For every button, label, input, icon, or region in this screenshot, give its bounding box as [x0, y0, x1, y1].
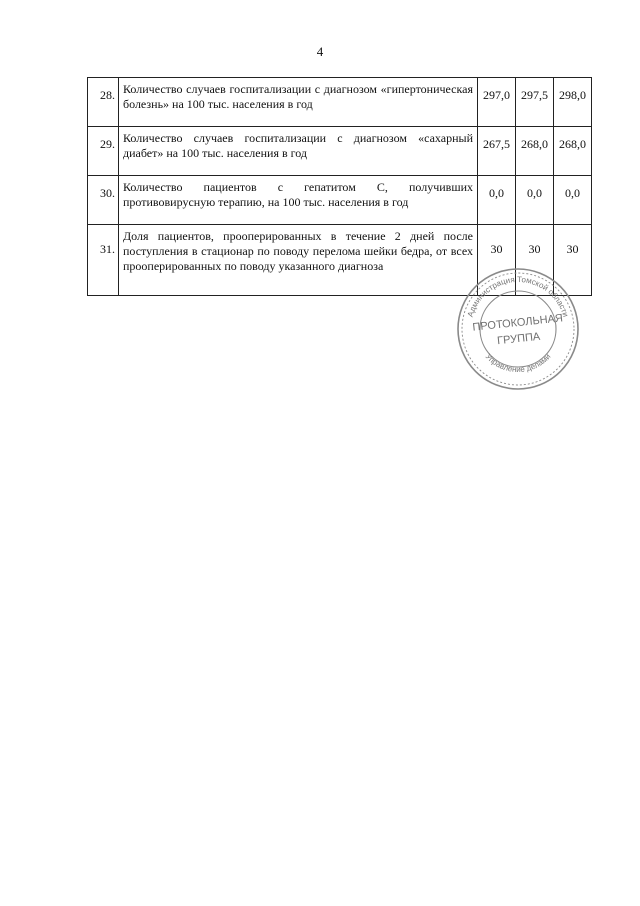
row-value-3: 0,0: [554, 176, 592, 225]
row-value-1: 30: [478, 225, 516, 296]
row-number: 29.: [88, 127, 119, 176]
table-row: [88, 78, 592, 127]
row-description: Количество случаев госпитализации с диагнозом «сахарный диабет» на 100 тыс. населения в год: [119, 127, 478, 176]
row-value-3: 298,0: [554, 78, 592, 127]
table-row: [88, 176, 592, 225]
row-description: Количество случаев госпитализации с диагнозом «гипертоническая болезнь» на 100 тыс. населения в год: [119, 78, 478, 127]
row-value-1: 267,5: [478, 127, 516, 176]
row-description: Доля пациентов, прооперированных в течение 2 дней после поступления в стационар по поводу перелома шейки бедра, от всех прооперированных по поводу указанного диагноза: [119, 225, 478, 296]
stamp-center-line1: ПРОТОКОЛЬНАЯ: [471, 312, 564, 334]
official-stamp: [455, 266, 581, 392]
row-value-2: 268,0: [516, 127, 554, 176]
row-value-2: 0,0: [516, 176, 554, 225]
table-row: [88, 127, 592, 176]
row-number: 30.: [88, 176, 119, 225]
stamp-outer-top-text: Администрация Томской области: [465, 274, 571, 319]
row-value-3: 30: [554, 225, 592, 296]
row-description: Количество пациентов с гепатитом С, получивших противовирусную терапию, на 100 тыс. населения в год: [119, 176, 478, 225]
row-value-2: 30: [516, 225, 554, 296]
page-number: 4: [316, 44, 324, 59]
row-value-3: 268,0: [554, 127, 592, 176]
stamp-outer-bottom-text: Управление делами: [483, 351, 553, 375]
row-value-2: 297,5: [516, 78, 554, 127]
stamp-center-line2: ГРУППА: [496, 330, 541, 348]
stamp-seal: [455, 266, 581, 392]
row-number: 28.: [88, 78, 119, 127]
row-value-1: 0,0: [478, 176, 516, 225]
indicators-table: [87, 77, 592, 296]
row-number: 31.: [88, 225, 119, 296]
row-value-1: 297,0: [478, 78, 516, 127]
